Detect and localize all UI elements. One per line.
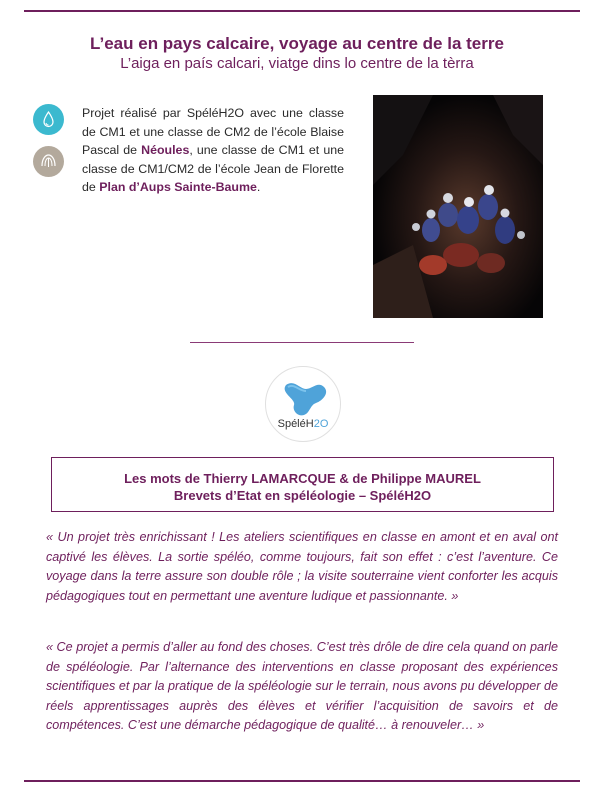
speaker-box	[51, 457, 554, 512]
top-rule	[24, 10, 580, 12]
speleh2o-logo	[265, 366, 341, 442]
place-plan-daups: Plan d’Aups Sainte-Baume	[99, 180, 257, 195]
svg-text:SpéléH2O: SpéléH2O	[277, 418, 329, 430]
bottom-rule	[24, 780, 580, 782]
water-drop-icon	[33, 104, 64, 135]
quote-paragraph: « Ce projet a permis d’aller au fond des choses. C’est très drôle de dire cela quand on parle de spéléologie. Par l’alternance des interventions en classe proposant des expériences scientifiques et par la pratique de la spéléologie sur le terrain, nous avons pu développer de réels apprentissages auprès des élèves et vérifier l’acquisition de savoirs et de compétences. C’est une démarche pédagogique de qualité… à renouveler… »	[46, 640, 558, 733]
section-divider	[190, 342, 414, 343]
page-subtitle: L’aiga en país calcari, viatge dins lo centre de la tèrra	[120, 55, 474, 72]
intro-paragraph: Projet réalisé par SpéléH2O avec une classe de CM1 et une classe de CM2 de l’école Blaise Pascal de Néoules, une classe de CM1 et une classe de CM1/CM2 de l’école Jean de Florette de Plan d’Aups Sainte-Baume.	[82, 106, 345, 195]
place-neoules: Néoules	[141, 143, 190, 158]
fossil-icon	[33, 146, 64, 177]
speaker-titles: Brevets d’Etat en spéléologie – SpéléH2O	[173, 488, 432, 503]
quote-paragraph: « Un projet très enrichissant ! Les ateliers scientifiques en classe en amont et en aval ont captivé les élèves. La sortie spéléo, comme toujours, fait son effet : c’est l’aventure. Ce voyage dans la terre assure son double rôle ; la visite souterraine vient conforter les acquis pédagogiques tout en permettant une aventure ludique et passionnante. »	[46, 530, 558, 603]
speaker-names: Les mots de Thierry LAMARCQUE & de Philippe MAUREL	[124, 471, 481, 486]
page-title: L’eau en pays calcaire, voyage au centre de la terre	[90, 34, 504, 53]
cave-group-photo	[373, 95, 543, 318]
